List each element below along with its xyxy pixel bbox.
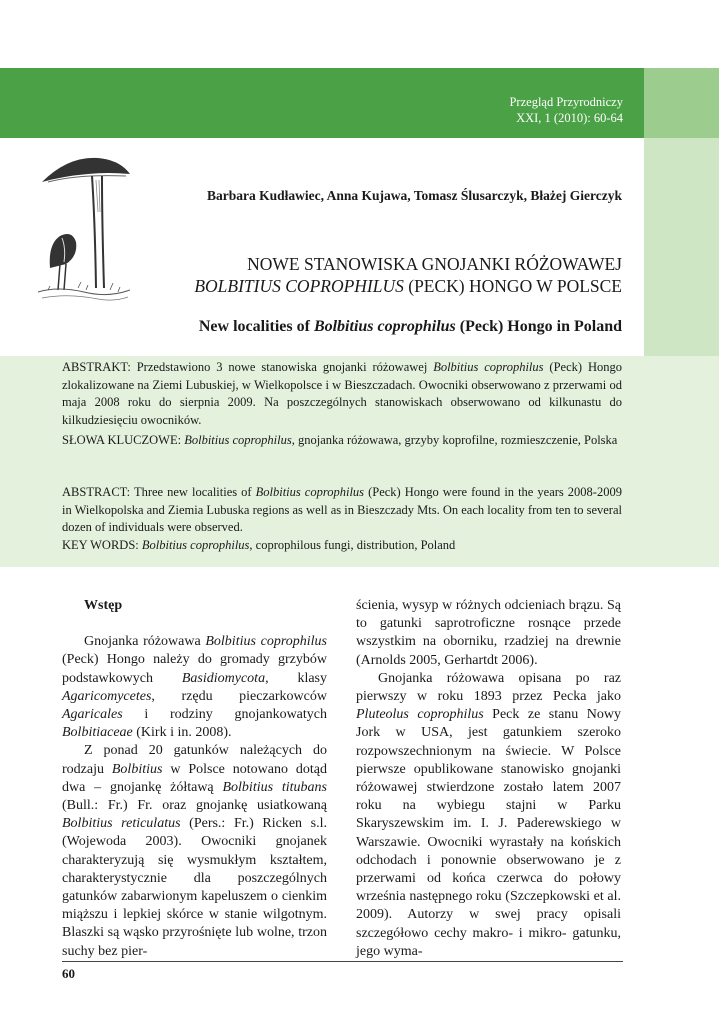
- p4-text1: Gnojanka różowawa opisana po raz pierwszy w roku 1893 przez Pecka jako: [356, 670, 621, 705]
- header-side-strip: [644, 138, 719, 356]
- section-heading: Wstęp: [84, 598, 123, 613]
- p1-text2: (Peck) Hongo należy do gromady grzybów podstawkowych: [62, 652, 327, 686]
- p2-text3: (Bull.: Fr.) Fr. oraz gnojankę usiatkowaną: [62, 798, 327, 814]
- abstract-english: [62, 484, 622, 537]
- keywords-polish: [62, 432, 622, 450]
- paragraph-3: ścienia, wysyp w różnych odcieniach brązu. Są to gatunki saprotroficzne rosnące przede wszystkim na oborniku, rzadziej na drewnie (Arnolds 2005, Gerhartdt 2006).: [356, 598, 621, 668]
- p1-text6: (Kirk i in. 2008).: [132, 725, 232, 741]
- keywords-english-label: KEY WORDS:: [62, 538, 142, 552]
- title-polish-rest: (PECK) HONGO W POLSCE: [403, 276, 622, 296]
- page-number: 60: [62, 966, 75, 981]
- keywords-english-species: Bolbitius coprophilus: [141, 538, 250, 552]
- paragraph-2: [62, 742, 327, 960]
- title-english: [199, 318, 622, 336]
- p4-species: Pluteolus coprophilus: [356, 707, 484, 723]
- abstract-polish-text1: Przedstawiono 3 nowe stanowiska gnojanki różowawej: [136, 360, 434, 374]
- abstract-polish-label: ABSTRAKT:: [62, 360, 137, 374]
- p2-species-titubans: Bolbitius titubans: [222, 779, 327, 795]
- p1-taxon-family: Bolbitiaceae: [62, 725, 133, 741]
- p1-species: Bolbitius coprophilus: [205, 634, 327, 650]
- p2-genus: Bolbitius: [111, 761, 163, 777]
- p1-text1: Gnojanka różowawa: [84, 634, 206, 650]
- abstract-polish: [62, 359, 622, 429]
- keywords-english-rest: , coprophilous fungi, distribution, Poland: [249, 538, 456, 552]
- abstract-english-text1: Three new localities of: [133, 485, 256, 499]
- title-english-pre: New localities of: [198, 318, 314, 335]
- p1-text4: , rzędu pieczarkowców: [151, 688, 327, 704]
- p1-text3: , klasy: [265, 670, 327, 686]
- body-column-left: [62, 597, 327, 961]
- title-english-post: (Peck) Hongo in Poland: [455, 318, 622, 335]
- keywords-polish-rest: , gnojanka różowawa, grzyby koprofilne, rozmieszczenie, Polska: [291, 433, 618, 447]
- title-polish-line2: [194, 275, 622, 297]
- abstract-english-text2: (Peck) Hongo were found in the years 2008-2009 in Wielkopolska and Ziemia Lubuska regions as well as in Bieszczady Mts. On each locality from ten to several dozen of individuals were observed.: [62, 485, 622, 534]
- keywords-polish-label: SŁOWA KLUCZOWE:: [62, 433, 185, 447]
- p2-text4: (Pers.: Fr.) Ricken s.l. (Wojewoda 2003). Owocniki gnojanek charakteryzują się wysmukłym kształtem, charakterystycznie dla poszczególnych gatunków zabarwionym kapeluszem o cienkim miąższu i lepkiej skórce w stanie wilgotnym. Blaszki są wąsko przyrośnięte lub wolne, trzon suchy bez pier-: [62, 816, 328, 959]
- body-column-right: [356, 597, 621, 961]
- footer-divider: [62, 961, 623, 962]
- title-polish-line1: NOWE STANOWISKA GNOJANKI RÓŻOWAWEJ: [247, 254, 622, 274]
- abstract-polish-species: Bolbitius coprophilus: [433, 360, 544, 374]
- title-polish: [194, 253, 622, 297]
- p1-text5: i rodziny gnojankowatych: [122, 707, 327, 723]
- mushroom-illustration: [38, 152, 130, 304]
- keywords-polish-species: Bolbitius coprophilus: [184, 433, 292, 447]
- title-polish-species: BOLBITIUS COPROPHILUS: [194, 276, 404, 296]
- p1-taxon-class: Agaricomycetes: [62, 688, 152, 704]
- p2-species-reticulatus: Bolbitius reticulatus: [62, 816, 181, 832]
- p2-text1: Z ponad 20 gatunków należących do rodzaju: [62, 743, 327, 777]
- keywords-english: [62, 537, 622, 555]
- abstract-english-label: ABSTRACT:: [62, 485, 134, 499]
- p1-taxon-order: Agaricales: [62, 707, 123, 723]
- abstract-polish-text2: (Peck) Hongo zlokalizowane na Ziemi Lubuskiej, w Wielkopolsce i w Bieszczadach. Owocniki obserwowano z przerwami od maja 2008 roku do sierpnia 2009. Na poszczególnych stanowiskach obserwowano od kilkunastu do kilkudziesięciu owocników.: [62, 360, 622, 427]
- journal-name: Przegląd Przyrodniczy: [509, 95, 623, 109]
- abstract-english-species: Bolbitius coprophilus: [255, 485, 365, 499]
- journal-issue: XXI, 1 (2010): 60-64: [516, 111, 623, 125]
- header-tab: [644, 68, 719, 138]
- p1-taxon-division: Basidiomycota: [181, 670, 266, 686]
- authors: Barbara Kudławiec, Anna Kujawa, Tomasz Ślusarczyk, Błażej Gierczyk: [206, 188, 622, 203]
- paragraph-4: [356, 670, 621, 961]
- journal-info: [509, 94, 623, 126]
- p2-text2: w Polsce notowano dotąd dwa – gnojankę żółtawą: [62, 761, 327, 795]
- title-english-species: Bolbitius coprophilus: [313, 318, 456, 335]
- paragraph-1: [62, 633, 327, 742]
- p4-text2: Peck ze stanu Nowy Jork w USA, jest gatunkiem szeroko rozpowszechnionym na świecie. W Polsce pierwsze opublikowane stanowisko gnojanki różowawej stwierdzone zostało latem 2007 roku na wybiegu stajni w Parku Skaryszewskim im. I. J. Paderewskiego w Warszawie. Owocniki wyrastały na końskich odchodach i ponownie obserwowano je z przerwami od końca czerwca do połowy września następnego roku (Szczepkowski et al. 2009). Autorzy w swej pracy opisali szczegółowo cechy makro- i mikro- gatunku, jego wyma-: [356, 707, 621, 959]
